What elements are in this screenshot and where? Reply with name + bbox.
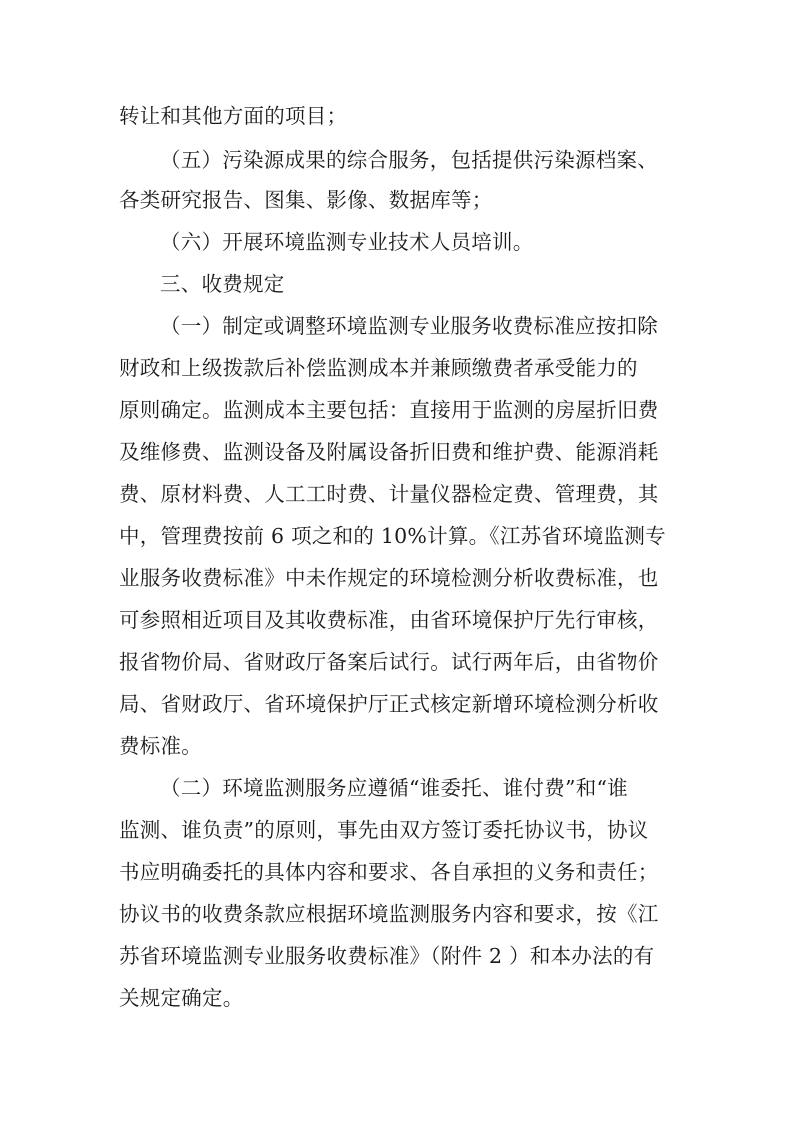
text-line: 费、原材料费、人工工时费、计量仪器检定费、管理费，其: [119, 482, 659, 506]
text-line: 财政和上级拨款后补偿监测成本并兼顾缴费者承受能力的: [119, 356, 638, 380]
text-line: （二）环境监测服务应遵循“谁委托、谁付费”和“谁: [160, 776, 628, 800]
text-line: （五）污染源成果的综合服务，包括提供污染源档案、: [160, 148, 658, 172]
section-heading: 三、收费规定: [160, 272, 285, 296]
text-line: 书应明确委托的具体内容和要求、各自承担的义务和责任；: [119, 860, 659, 884]
text-line: （六）开展环境监测专业技术人员培训。: [160, 230, 534, 254]
text-line: （一）制定或调整环境监测专业服务收费标准应按扣除: [160, 314, 658, 338]
text-line: 费标准。: [119, 734, 202, 758]
text-line: 报省物价局、省财政厅备案后试行。试行两年后，由省物价: [119, 650, 659, 674]
text-line: 各类研究报告、图集、影像、数据库等；: [119, 188, 493, 212]
text-line: 协议书的收费条款应根据环境监测服务内容和要求，按《江: [119, 902, 659, 926]
text-line: 关规定确定。: [119, 986, 244, 1010]
text-line: 业服务收费标准》中未作规定的环境检测分析收费标准，也: [119, 566, 659, 590]
text-line: 苏省环境监测专业服务收费标准》（附件 2 ）和本办法的有: [119, 944, 655, 968]
text-line: 转让和其他方面的项目；: [119, 104, 348, 128]
text-line: 中，管理费按前 6 项之和的 10%计算。《江苏省环境监测专: [119, 524, 666, 548]
text-line: 可参照相近项目及其收费标准，由省环境保护厅先行审核，: [119, 608, 659, 632]
text-line: 监测、谁负责”的原则，事先由双方签订委托协议书，协议: [119, 818, 649, 842]
text-line: 原则确定。监测成本主要包括：直接用于监测的房屋折旧费: [119, 398, 659, 422]
text-line: 及维修费、监测设备及附属设备折旧费和维护费、能源消耗: [119, 440, 659, 464]
text-line: 局、省财政厅、省环境保护厅正式核定新增环境检测分析收: [119, 692, 659, 716]
